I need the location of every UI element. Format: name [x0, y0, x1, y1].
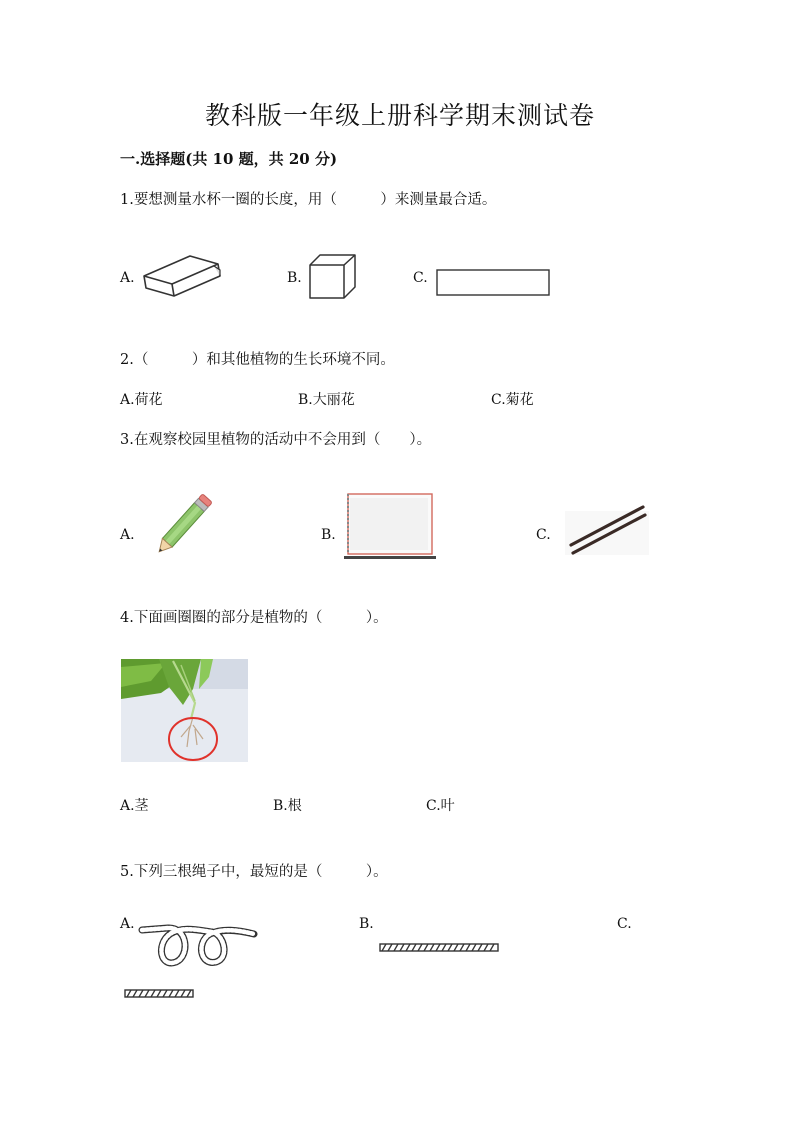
ruler-strip-icon — [436, 269, 551, 297]
question-3-option-c[interactable]: C. — [536, 527, 551, 543]
question-5-text: 5.下列三根绳子中，最短的是（ ）。 — [120, 864, 388, 880]
question-2-option-a[interactable]: A.荷花 — [120, 392, 163, 408]
eraser-icon — [140, 250, 225, 300]
page-title: 教科版一年级上册科学期末测试卷 — [204, 101, 595, 130]
question-4-text: 4.下面画圈圈的部分是植物的（ ）。 — [120, 610, 388, 626]
question-2-text: 2.（ ）和其他植物的生长环境不同。 — [120, 352, 395, 368]
question-5-option-a[interactable]: A. — [120, 916, 135, 932]
notebook-icon — [342, 492, 438, 562]
question-1-option-c[interactable]: C. — [413, 270, 428, 286]
long-rope-icon — [378, 941, 500, 955]
question-3-text: 3.在观察校园里植物的活动中不会用到（ ）。 — [120, 432, 432, 448]
plant-root-photo — [121, 659, 248, 762]
question-5-option-b[interactable]: B. — [359, 916, 374, 932]
question-1-text: 1.要想测量水杯一圈的长度，用（ ）来测量最合适。 — [120, 192, 497, 208]
chopsticks-icon — [565, 503, 649, 559]
question-3-option-a[interactable]: A. — [120, 527, 135, 543]
question-4-option-c[interactable]: C.叶 — [426, 798, 455, 814]
section-heading: 一.选择题(共 10 题，共 20 分) — [120, 150, 338, 168]
cube-icon — [308, 253, 358, 301]
question-1-option-b[interactable]: B. — [287, 270, 302, 286]
question-4-option-b[interactable]: B.根 — [273, 798, 302, 814]
pencil-icon — [146, 490, 221, 562]
question-5-option-c[interactable]: C. — [617, 916, 632, 932]
question-2-option-b[interactable]: B.大丽花 — [298, 392, 355, 408]
looped-rope-icon — [138, 922, 258, 970]
short-rope-icon — [123, 987, 195, 1001]
question-2-option-c[interactable]: C.菊花 — [491, 392, 534, 408]
question-4-option-a[interactable]: A.茎 — [120, 798, 149, 814]
question-1-option-a[interactable]: A. — [120, 270, 135, 286]
question-3-option-b[interactable]: B. — [321, 527, 336, 543]
